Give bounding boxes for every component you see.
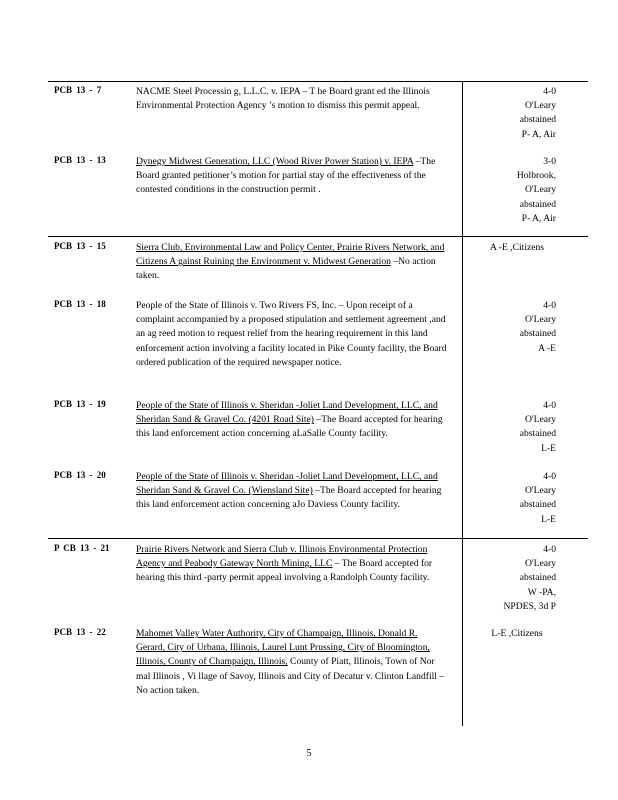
entry-description bbox=[136, 470, 448, 513]
section-divider bbox=[48, 236, 588, 237]
case-title: Prairie Rivers Network and Sierra Club v. Illinois Environmental Protection Agency and Peabody Gateway North Mining, LLC bbox=[136, 544, 428, 570]
entry-description bbox=[136, 155, 448, 198]
case-title: People of the State of Illinois v. Sheridan -Joliet Land Development, LLC, and Sheridan Sand & Gravel Co. (4201 Road Site) bbox=[136, 400, 438, 426]
vote-result: 4-0 O'Leary abstained L-E bbox=[519, 471, 556, 525]
docket-number: PCB 13 - 18 bbox=[54, 299, 106, 309]
docket-number: PCB 13 - 22 bbox=[54, 627, 106, 637]
entry-text: County of Piatt, Illinois, Town of Nor mal Illinois , Vi llage of Savoy, Illinois and City of Decatur v. Clinton Landfill –No action taken. bbox=[136, 656, 445, 696]
docket-number: PCB 13 - 15 bbox=[54, 241, 106, 251]
vote-result: 4-0 O'Leary abstained A -E bbox=[519, 300, 556, 354]
vote-result: 3-0 Holbrook, O'Leary abstained P- A, Air bbox=[516, 156, 556, 224]
case-title: Mahomet Valley Water Authority, City of Champaign, Illinois, Donald R. Gerard, City of Urbana, Illinois, Laurel Lunt Prussing, City of Bloomington, Illinois, County of Champaign, Illinois, bbox=[136, 628, 430, 668]
vote-result: L-E ,Citizens bbox=[491, 628, 543, 639]
entry-description bbox=[136, 399, 448, 442]
entry-text: People of the State of Illinois v. Two Rivers FS, Inc. – Upon receipt of a complaint accompanied by a proposed stipulation and settlement agreement ,and an ag reed motion to request relief from the hearing requirement in this land enforcement action involving a facility located in Pike County facility, the Board ordered publication of the required newspaper notice. bbox=[136, 300, 447, 368]
vote-result: 4-0 O'Leary abstained L-E bbox=[519, 400, 556, 454]
entry-text: –The Board accepted for hearing this land enforcement action concerning aJo Daviess County facility. bbox=[136, 485, 442, 511]
docket-number: PCB 13 - 13 bbox=[54, 155, 106, 165]
vote-result: 4-0 O'Leary abstained P- A, Air bbox=[519, 86, 556, 140]
entry-description bbox=[136, 627, 448, 698]
docket-number: PCB 13 - 19 bbox=[54, 399, 106, 409]
case-title: Dynegy Midwest Generation, LLC (Wood River Power Station) v. IEPA bbox=[136, 156, 414, 167]
section-divider bbox=[48, 538, 588, 539]
entry-text: – The Board accepted for hearing this third -party permit appeal involving a Randolph County facility. bbox=[136, 558, 433, 584]
docket-number: PCB 13 - 20 bbox=[54, 470, 106, 480]
docket-number: PCB 13 - 7 bbox=[54, 85, 102, 95]
entry-text: –No action taken. bbox=[136, 256, 436, 282]
docket-number: P CB 13 - 21 bbox=[54, 543, 110, 553]
entry-text: –The Board granted petitioner’s motion for partial stay of the effectiveness of the contested conditions in the construction permit . bbox=[136, 156, 436, 196]
table-top-rule bbox=[48, 81, 588, 82]
case-title: Sierra Club, Environmental Law and Policy Center, Prairie Rivers Network, and Citizens A gainst Ruining the Environment v. Midwest Generation bbox=[136, 242, 445, 268]
entry-text: NACME Steel Processin g, L.L.C. v. IEPA – T he Board grant ed the Illinois Environmental Protection Agency ’s motion to dismiss this permit appeal. bbox=[136, 86, 430, 112]
entry-description bbox=[136, 299, 448, 370]
case-title: People of the State of Illinois v. Sheridan -Joliet Land Development, LLC, and Sheridan Sand & Gravel Co. (Wiensland Site) bbox=[136, 471, 438, 497]
page-number: 5 bbox=[306, 748, 312, 759]
vote-result: A -E ,Citizens bbox=[489, 242, 545, 253]
vote-column-divider bbox=[462, 81, 463, 726]
entry-description bbox=[136, 543, 448, 586]
vote-result: 4-0 O'Leary abstained W -PA, NPDES, 3d P bbox=[503, 544, 556, 612]
entry-description bbox=[136, 241, 448, 284]
entry-description bbox=[136, 85, 448, 113]
entry-text: –The Board accepted for hearing this land enforcement action concerning aLaSalle County facility. bbox=[136, 414, 443, 440]
